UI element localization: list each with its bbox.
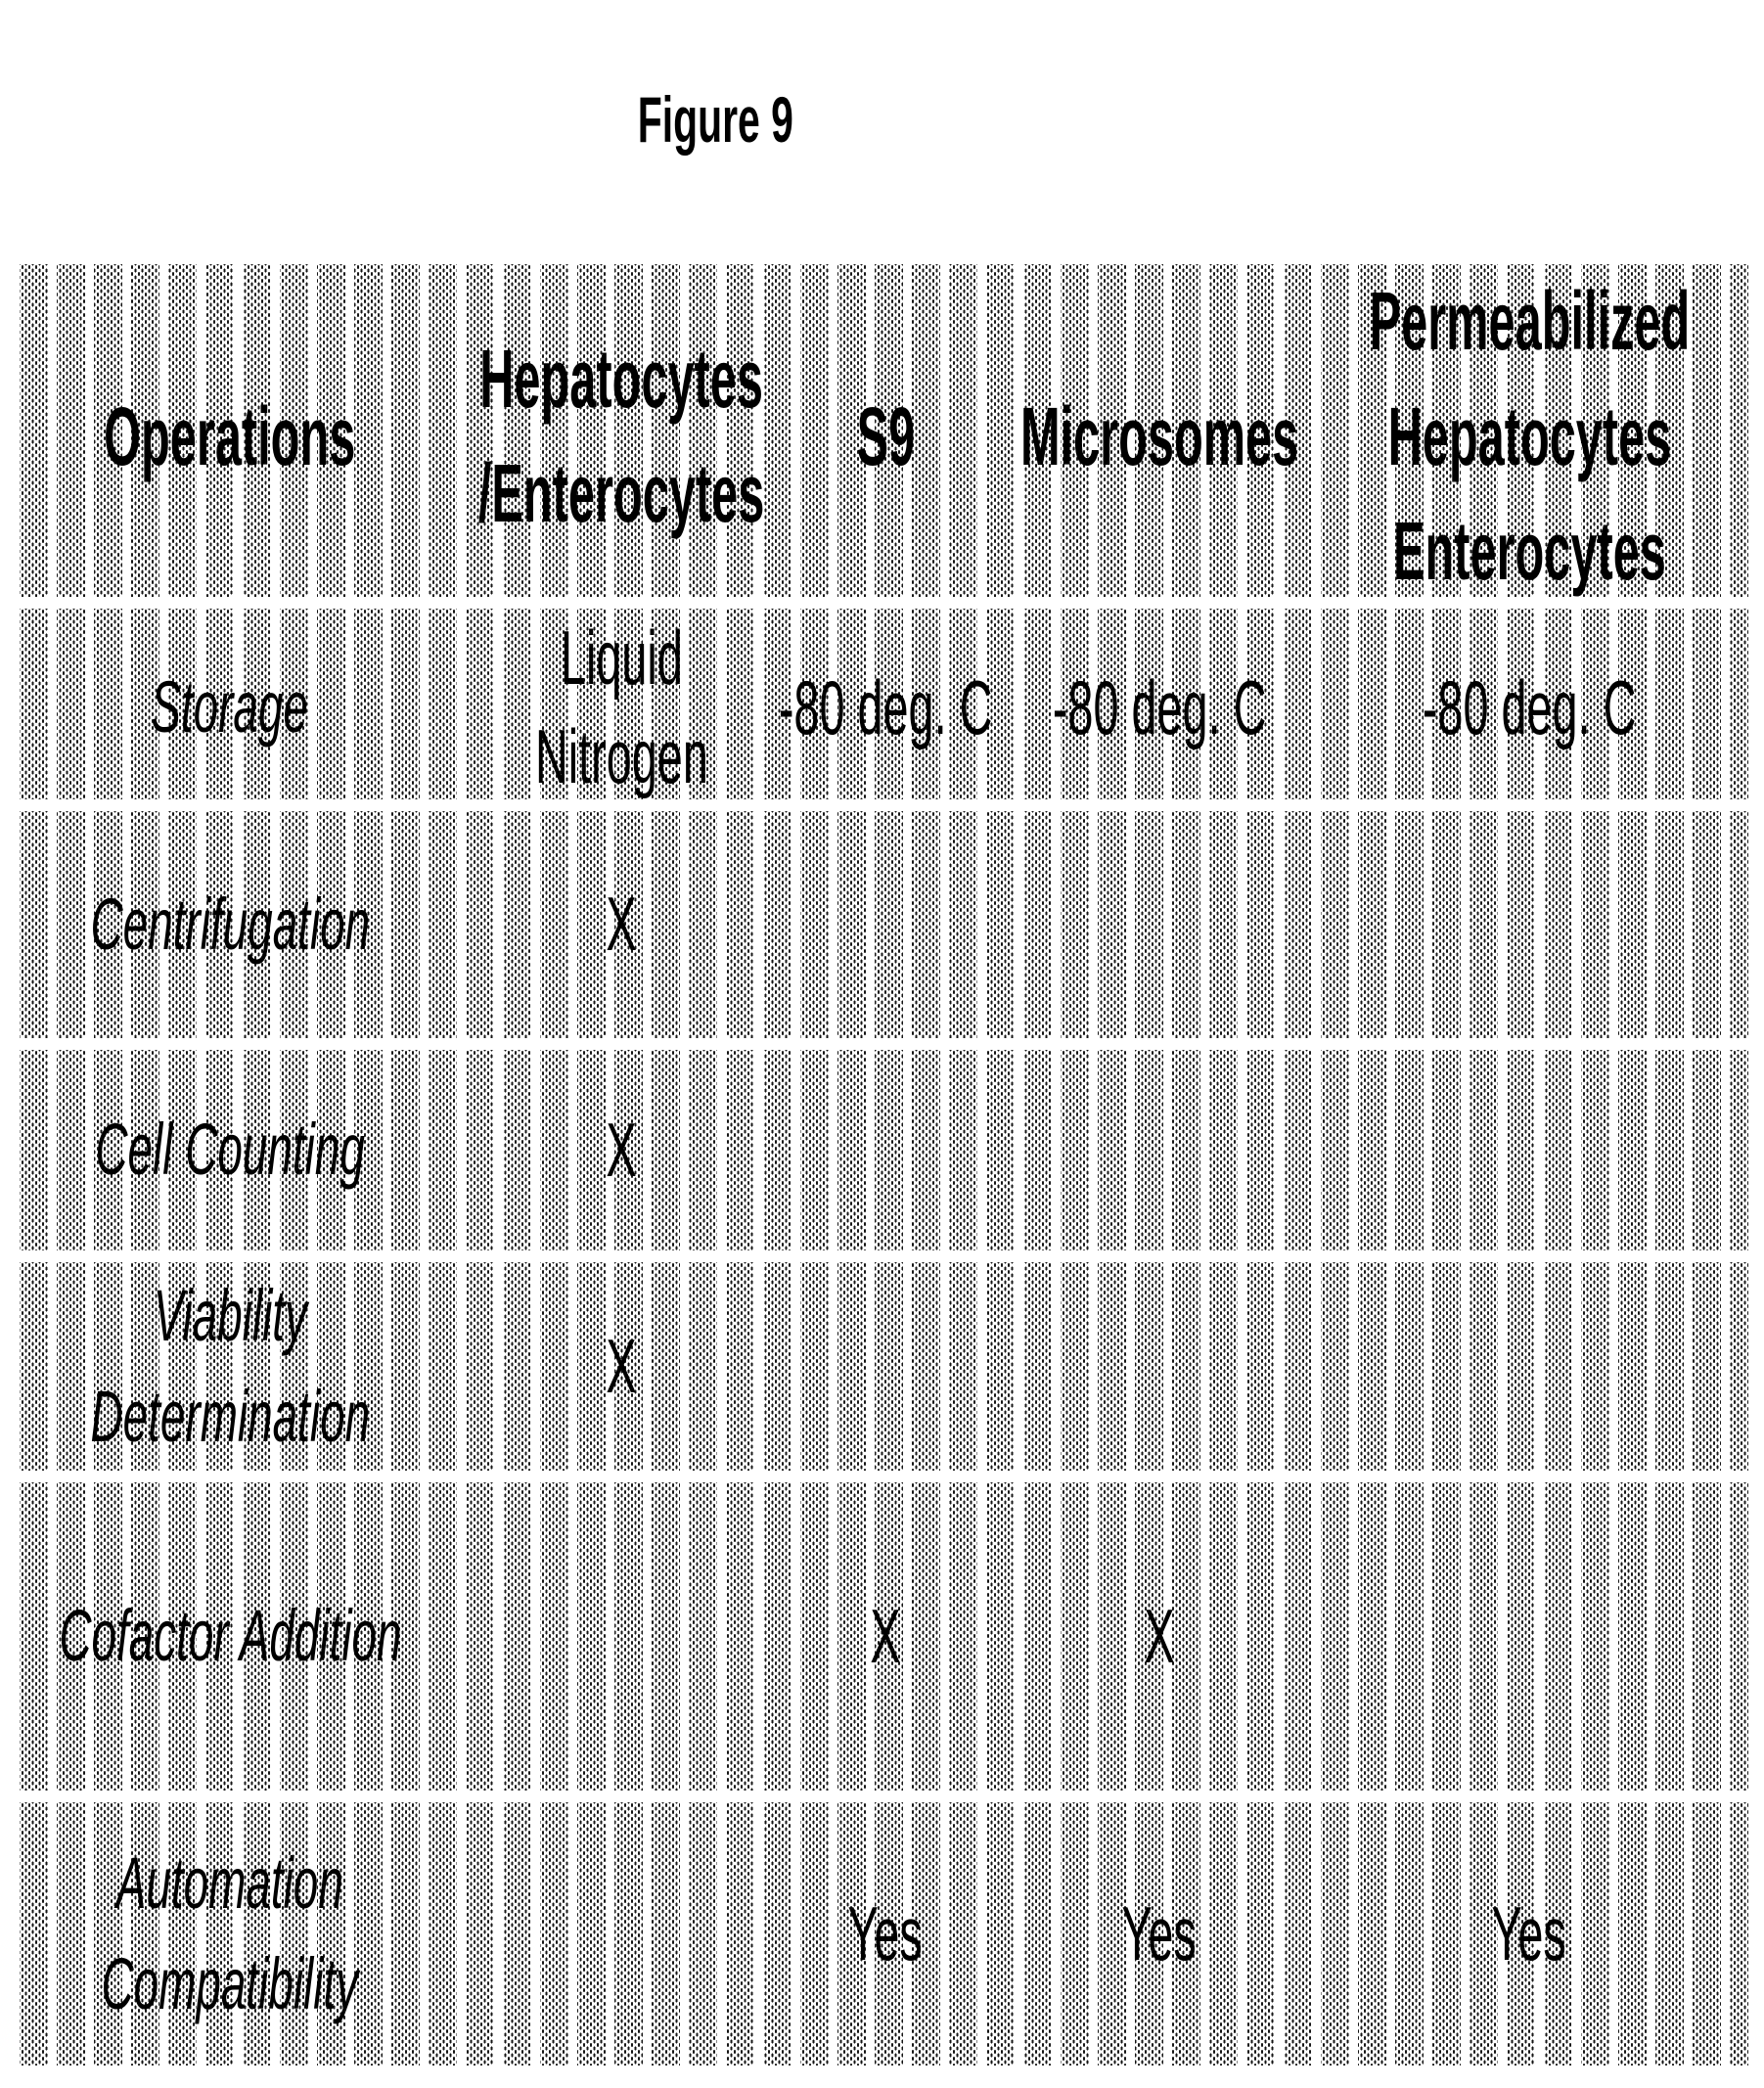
row-label-viability-determination: Viability Determination [90, 1275, 370, 1457]
row-label-storage: Storage [151, 666, 309, 749]
cell-automation-microsomes: Yes [1121, 1889, 1198, 1976]
figure-title [0, 8, 1360, 231]
cell-storage-hepatocytes: Liquid Nitrogen [534, 614, 708, 800]
cell-cell-counting-permeabilized [1350, 1050, 1708, 1250]
column-header-s9: S9 [856, 389, 915, 482]
table-row-storage [20, 609, 1748, 799]
cell-viability-hepatocytes: X [606, 1322, 637, 1409]
cell-storage-permeabilized: -80 deg. C [1422, 663, 1637, 750]
comparison-table [20, 264, 1748, 2065]
table-header-row [20, 264, 1748, 597]
table-row-centrifugation [20, 811, 1748, 1038]
column-header-microsomes: Microsomes [1019, 389, 1299, 482]
cell-cofactor-s9: X [870, 1592, 901, 1679]
cell-automation-hepatocytes [440, 1802, 802, 2065]
row-label-centrifugation: Centrifugation [90, 883, 370, 965]
row-label-cell-counting: Cell Counting [95, 1109, 365, 1191]
cell-automation-s9: Yes [847, 1889, 924, 1976]
cell-viability-permeabilized [1350, 1262, 1708, 1471]
cell-cell-counting-hepatocytes: X [606, 1106, 637, 1193]
cell-cofactor-microsomes: X [1144, 1592, 1175, 1679]
cell-centrifugation-permeabilized [1350, 811, 1708, 1038]
column-header-permeabilized: Permeabilized Hepatocytes Enterocytes [1369, 275, 1690, 598]
table-row-viability-determination [20, 1262, 1748, 1471]
row-label-automation-compatibility: Automation Compatibility [101, 1842, 359, 2024]
cell-cofactor-hepatocytes [440, 1482, 802, 1791]
cell-cell-counting-microsomes [969, 1050, 1350, 1250]
cell-automation-permeabilized: Yes [1491, 1889, 1567, 1976]
row-label-cofactor-addition: Cofactor Addition [58, 1595, 402, 1677]
table-row-cofactor-addition [20, 1482, 1748, 1791]
cell-viability-microsomes [969, 1262, 1350, 1471]
cell-cell-counting-s9 [802, 1050, 969, 1250]
figure-title-text: Figure 9 [638, 83, 794, 156]
cell-centrifugation-s9 [802, 811, 969, 1038]
cell-viability-s9 [802, 1262, 969, 1471]
cell-storage-s9: -80 deg. C [778, 663, 993, 750]
cell-centrifugation-microsomes [969, 811, 1350, 1038]
table-row-cell-counting [20, 1050, 1748, 1250]
cell-cofactor-permeabilized [1350, 1482, 1708, 1791]
cell-centrifugation-hepatocytes: X [606, 881, 637, 968]
column-header-operations: Operations [104, 389, 356, 482]
table-row-automation-compatibility [20, 1802, 1748, 2065]
cell-storage-microsomes: -80 deg. C [1052, 663, 1267, 750]
column-header-hepatocytes-enterocytes: Hepatocytes /Enterocytes [477, 332, 765, 540]
